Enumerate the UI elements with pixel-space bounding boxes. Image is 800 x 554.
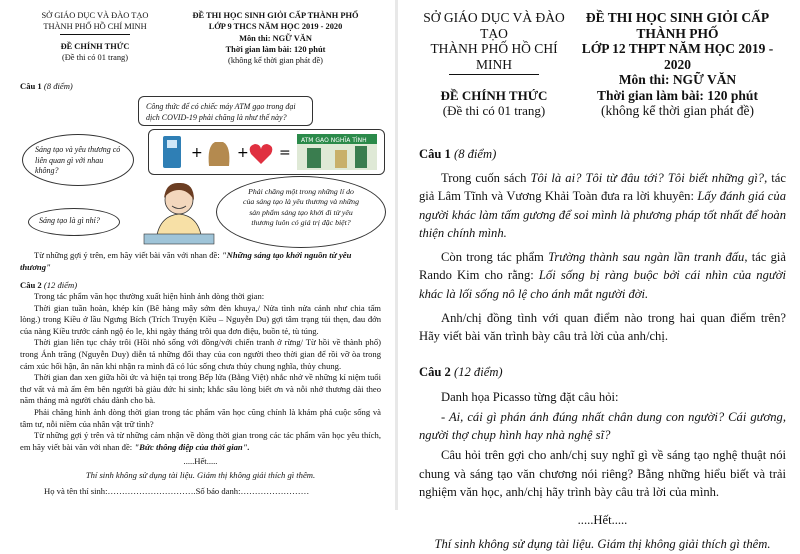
question-2-paragraph-1: Trong tác phẩm văn học thường xuất hiện hình ảnh dòng thời gian: [34,291,265,302]
question-2-heading [20,280,381,292]
plus-sign-2: + [237,145,249,162]
atm-screen-icon [167,140,177,148]
footnote: Thí sinh không sử dụng tài liệu. Giám thị không giải thích gì thêm. [85,470,316,480]
exam-time: Thời gian làm bài: 120 phút [597,87,758,103]
question-1-prompt-text: Từ những gợi ý trên, em hãy viết bài văn với nhan đề: [34,250,222,261]
question-1-prompt [20,250,381,273]
exam-subject: Môn thi: NGỮ VĂN [618,72,737,88]
exam-title-block [170,10,381,67]
exam-title-2: LỚP 9 THCS NĂM HỌC 2019 - 2020 [208,22,343,32]
book-title: Trường thành sau ngàn lần tranh đấu [548,250,745,265]
question-1-paragraph-2 [419,248,786,303]
question-1-label: Câu 1 [419,146,451,161]
question-2-heading [419,363,786,381]
exam-title-1: ĐỀ THI HỌC SINH GIỎI CẤP THÀNH PHỐ [585,10,770,41]
question-2-paragraph-4: Thời gian đan xen giữa hồi ức và hiện tại trong Bếp lửa (Bằng Việt) nhắc nhở về những kỉ niệm tuổi thơ vất vả mà ấm êm bên người bà giàu đức hi sinh; khắc sâu lòng biết ơn và nỗi nhớ thương dài theo năm tháng mà người cháu dành cho bà. [20,372,381,406]
question-2-paragraph-3: Thời gian liên tục chảy trôi (Hồi nhỏ sống với đồng/với chiến tranh ở rừng/ Từ hồi về thành phố) trong Ánh trăng (Nguyễn Duy) diễn tả những đổi thay của con người theo thời gian để rồi vỡ òa trong cảm xúc hối hận, ân năn khi nhận ra mình đã có lúc sống chưa thủy chung nghĩa, thủy chung. [20,337,381,371]
atm-sign-text: ATM GẠO NGHĨA TÌNH [301,137,367,145]
footnote: Thí sinh không sử dụng tài liệu. Giám thị không giải thích gì thêm. [434,537,771,552]
person-figure-1 [307,148,321,168]
person-figure-2 [355,146,367,168]
question-2-label: Câu 2 [419,365,451,380]
candidate-info-line: Họ và tên thí sinh:………………………….Số báo danh:…………………… [44,485,310,496]
question-2-label: Câu 2 [20,279,42,290]
quote: Lấy đánh giá của người khác làm tấm gương để soi mình là phương pháp tốt nhất để hoàn thiện chính mình. [419,189,786,240]
department-line-2: THÀNH PHỐ HỒ CHÍ MINH [43,22,147,32]
question-1-essay-title: "Những sáng tạo khởi nguồn từ yêu thương" [20,250,352,272]
text-run: Còn trong tác phẩm [441,250,549,265]
question-2-quote: - Ai, cái gì phán ánh đúng nhất chân dung con người? Cái gương, người thợ chụp hình hay nhà nghệ sĩ? [419,409,786,443]
department-line-1: SỞ GIÁO DỤC VÀ ĐÀO TẠO [423,10,565,41]
page-header [20,10,381,67]
question-2-paragraph-3: Câu hỏi trên gợi cho anh/chị suy nghĩ gì về sáng tạo nghệ thuật nói chung và sáng tạo văn chương nói riêng? Bằng những hiểu biết và trải nghiệm văn học, anh/chị hãy trình bày câu trả lời của mình. [419,448,786,499]
question-2-essay-title: "Bức thông điệp của thời gian". [134,441,250,452]
exam-page-grade-9 [0,0,398,510]
question-1-heading [419,145,786,163]
speech-bubble-small: Sáng tạo là gì nhỉ? [28,208,120,236]
exam-title-1: ĐỀ THI HỌC SINH GIỎI CẤP THÀNH PHỐ [192,11,359,20]
question-2-paragraph-5: Phải chăng hình ảnh dòng thời gian trong tác phẩm văn học cũng chính là khám phá cuộc sống và tâm tư, nỗi niềm của nhân vật trữ tình? [20,407,381,429]
pages-note: (Đề thi có 01 trang) [61,53,129,63]
exam-time: Thời gian làm bài: 120 phút [225,45,326,55]
quote: Lối sống bị ràng buộc bởi cái nhìn của người khác là lối sống nô lệ cho ánh mắt người đời. [419,268,786,301]
exam-title-block [569,10,786,119]
department-line-2: THÀNH PHỐ HỒ CHÍ MINH [430,41,558,72]
question-1-points: (8 điểm) [454,146,497,161]
exam-time-note: (không kể thời gian phát đề) [228,56,323,66]
question-2-paragraph-2: Thời gian tuần hoàn, khép kín (Bê hàng mây sớm đèn khuya,/ Nửa tình nửa cảnh như chia tấm lòng.) trong Kiều ở lầu Ngưng Bích (Trích Truyện Kiều – Nguyễn Du) gợi tâm trạng tủi thẹn, đau đớn của nàng Kiều trước cảnh ngộ éo le, khi ngày tháng trôi qua đơn điệu, buồn tẻ, tù túng. [20,302,381,336]
end-mark: .....Hết..... [577,513,628,528]
question-1-label: Câu 1 [20,80,42,91]
pages-note: (Đề thi có 01 trang) [442,103,546,118]
divider [60,34,130,35]
text-run: , tác giả Rando Kim cho rằng: [419,250,786,283]
department-block [20,10,170,67]
question-1-paragraph-3: Anh/chị đồng tình với quan điểm nào trong hai quan điểm trên? Hãy viết bài văn trình bày câu trả lời của anh/chị. [419,310,786,344]
official-label: ĐỀ CHÍNH THỨC [60,41,130,51]
question-2-points: (12 điểm) [43,279,78,290]
formula-panel [148,129,385,175]
speech-bubble-left: Sáng tạo và yêu thương có liên quan gì với nhau không? [22,134,134,186]
exam-time-note: (không kể thời gian phát đề) [601,103,754,119]
text-run: Trong cuốn sách [441,171,531,186]
question-2-prompt-text: Từ những gợi ý trên và từ những cảm nhận về dòng thời gian trong các tác phẩm văn học yêu thích, em hãy viết bài văn với nhan đề: [20,430,381,452]
page-header [419,10,786,119]
question-1-points: (8 điểm) [43,80,73,91]
thinking-student-icon [138,178,220,246]
question-2-points: (12 điểm) [454,365,503,380]
divider [449,74,539,75]
speech-bubble-top: Công thức để có chiếc máy ATM gạo trong đại dịch COVID-19 phải chăng là như thế này? [138,96,313,126]
equals-sign: = [279,145,291,162]
question-2-paragraph-6 [20,430,381,453]
exam-title-2: LỚP 12 THPT NĂM HỌC 2019 - 2020 [581,41,774,72]
end-mark: .....Hết..... [183,456,218,467]
question-2-paragraph-1: Danh họa Picasso từng đặt câu hỏi: [441,389,619,404]
plus-sign-1: + [191,145,203,162]
exam-subject: Môn thi: NGỮ VĂN [239,33,312,43]
rice-bags [335,150,347,168]
text-run: , tác giả Lâm Tĩnh và Vương Khải Toàn đưa ra lời khuyên: [419,171,786,204]
rice-sack-icon [209,142,230,166]
question-1-paragraph-1 [419,169,786,242]
book-title: Tôi là ai? Tôi từ đâu tới? Tôi biết những gì? [530,171,765,186]
heart-icon [250,144,273,164]
department-block [419,10,569,119]
formula-graphic [149,130,384,174]
speech-bubble-right: Phải chăng một trong những lí do của sáng tạo là yêu thương và những sản phẩm sáng tạo khởi đi từ yêu thương luôn có giá trị đặc biệt? [216,176,386,248]
official-label: ĐỀ CHÍNH THỨC [440,88,548,104]
exam-page-grade-12 [401,0,800,552]
question-1-illustration [20,96,381,246]
department-line-1: SỞ GIÁO DỤC VÀ ĐÀO TẠO [41,11,149,20]
question-1-heading [20,81,381,93]
